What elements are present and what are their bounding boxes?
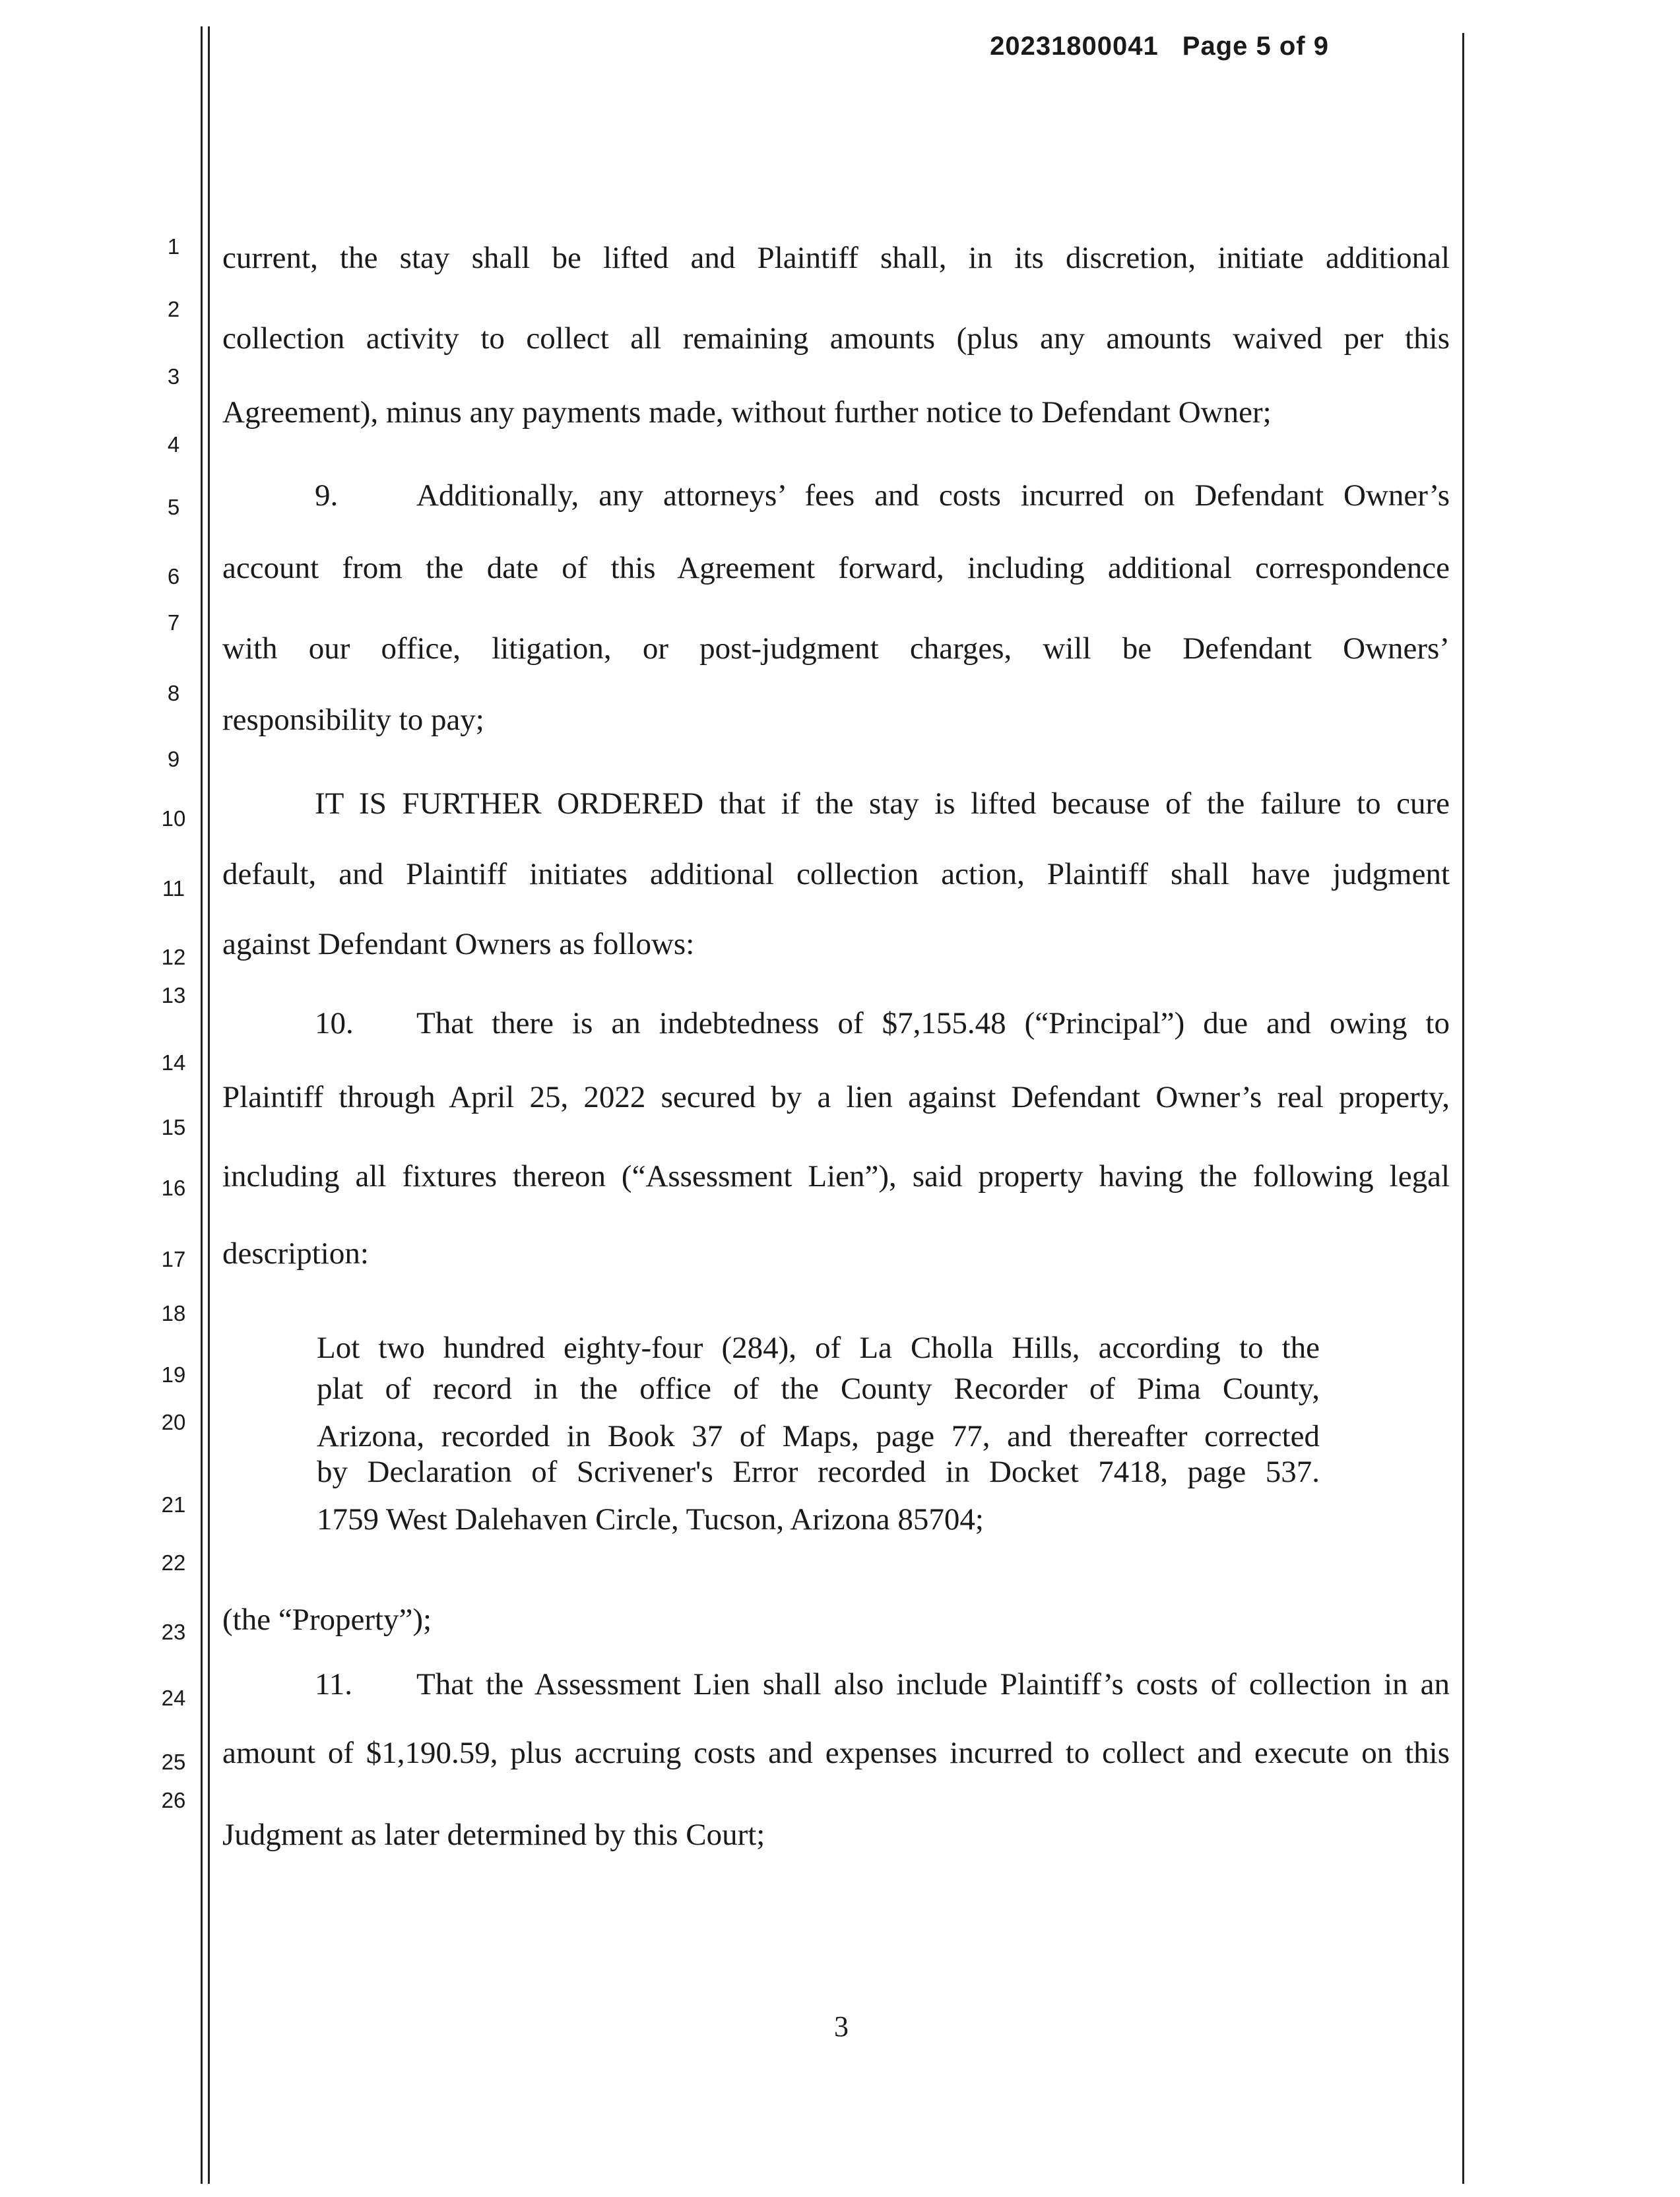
left-margin-rule-inner <box>208 26 210 2184</box>
legal-description-line: Lot two hundred eighty-four (284), of La Cholla Hills, according to the <box>317 1331 1320 1365</box>
body-line-text: That the Assessment Lien shall also include Plaintiff’s costs of collection in an <box>416 1667 1450 1702</box>
line-number: 3 <box>167 364 180 389</box>
line-number: 13 <box>161 983 186 1007</box>
line-number: 10 <box>161 806 186 831</box>
body-line: (the “Property”); <box>222 1603 432 1637</box>
body-line: Judgment as later determined by this Court; <box>222 1818 765 1852</box>
line-number: 9 <box>167 747 180 771</box>
line-number: 20 <box>161 1410 186 1434</box>
body-line: Agreement), minus any payments made, without further notice to Defendant Owner; <box>222 395 1272 430</box>
body-line-text: That there is an indebtedness of $7,155.48 (“Principal”) due and owing to <box>416 1006 1450 1040</box>
legal-description-line: by Declaration of Scrivener's Error recorded in Docket 7418, page 537. <box>317 1455 1320 1489</box>
line-number: 1 <box>167 234 180 259</box>
page-number: 3 <box>834 2010 849 2043</box>
paragraph-number: 9. <box>315 478 339 513</box>
body-line: account from the date of this Agreement forward, including additional correspondence <box>222 551 1450 585</box>
line-number: 14 <box>161 1050 186 1075</box>
body-line-text: Additionally, any attorneys’ fees and costs incurred on Defendant Owner’s <box>416 478 1450 513</box>
body-line: with our office, litigation, or post-judgment charges, will be Defendant Owners’ <box>222 631 1450 666</box>
paragraph-number: 10. <box>315 1006 354 1040</box>
line-number: 21 <box>161 1492 186 1517</box>
document-number: 20231800041 <box>990 32 1159 61</box>
line-number: 26 <box>161 1788 186 1812</box>
line-number: 19 <box>161 1362 186 1387</box>
body-line: IT IS FURTHER ORDERED that if the stay is lifted because of the failure to cure <box>315 786 1450 821</box>
body-line: Plaintiff through April 25, 2022 secured by a lien against Defendant Owner’s real property, <box>222 1080 1450 1114</box>
page-of-label: Page 5 of 9 <box>1182 32 1329 61</box>
line-number: 12 <box>161 945 186 969</box>
paragraph-10-first-line <box>222 1008 1450 1039</box>
body-line: default, and Plaintiff initiates additional collection action, Plaintiff shall have judgment <box>222 857 1450 891</box>
left-margin-rule-outer <box>201 26 203 2184</box>
line-number: 6 <box>167 564 180 589</box>
paragraph-11-first-line <box>222 1669 1450 1700</box>
line-number: 7 <box>167 610 180 635</box>
legal-description-line: plat of record in the office of the County Recorder of Pima County, <box>317 1372 1320 1406</box>
body-line: including all fixtures thereon (“Assessment Lien”), said property having the following legal <box>222 1159 1450 1194</box>
body-line: against Defendant Owners as follows: <box>222 927 695 961</box>
paragraph-9-first-line <box>222 480 1450 511</box>
line-number: 11 <box>162 876 185 901</box>
line-number: 25 <box>161 1750 186 1774</box>
right-margin-rule <box>1462 33 1464 2184</box>
recording-header <box>990 32 1329 61</box>
line-number: 17 <box>161 1247 186 1271</box>
line-number: 23 <box>161 1620 186 1644</box>
line-number: 24 <box>161 1686 186 1710</box>
line-number: 15 <box>161 1115 186 1139</box>
body-line: current, the stay shall be lifted and Plaintiff shall, in its discretion, initiate additional <box>222 241 1450 275</box>
legal-description-line: Arizona, recorded in Book 37 of Maps, page 77, and thereafter corrected <box>317 1419 1320 1453</box>
line-number: 2 <box>167 297 180 321</box>
body-line: collection activity to collect all remaining amounts (plus any amounts waived per this <box>222 321 1450 356</box>
line-number: 18 <box>161 1301 186 1325</box>
line-number: 5 <box>167 495 180 519</box>
line-number: 22 <box>161 1550 186 1575</box>
property-address: 1759 West Dalehaven Circle, Tucson, Arizona 85704; <box>317 1502 984 1537</box>
body-line: responsibility to pay; <box>222 703 484 737</box>
body-line: description: <box>222 1236 369 1271</box>
body-line: amount of $1,190.59, plus accruing costs and expenses incurred to collect and execute on this <box>222 1736 1450 1770</box>
line-number: 4 <box>167 432 180 457</box>
line-number: 8 <box>167 681 180 705</box>
paragraph-number: 11. <box>315 1667 353 1702</box>
line-number: 16 <box>161 1176 186 1200</box>
